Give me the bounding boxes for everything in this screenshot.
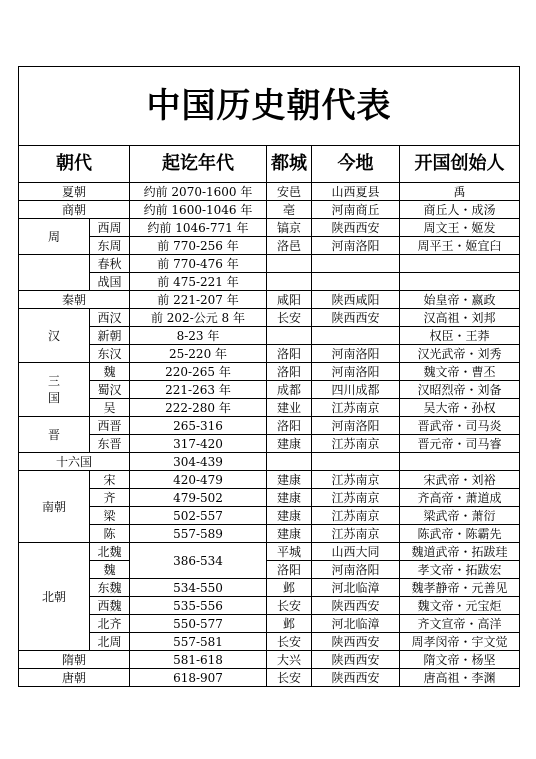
dynasty-name: 东魏 <box>90 579 130 597</box>
table-row <box>19 597 520 615</box>
dynasty-modern-location: 河南洛阳 <box>312 363 400 381</box>
dynasty-name: 北齐 <box>90 615 130 633</box>
dynasty-years: 534-550 <box>130 579 267 597</box>
dynasty-years: 420-479 <box>130 471 267 489</box>
table-row <box>19 579 520 597</box>
table-row <box>19 381 520 399</box>
dynasty-table <box>18 66 520 687</box>
dynasty-founder: 禹 <box>400 183 520 201</box>
dynasty-modern-location: 河南洛阳 <box>312 417 400 435</box>
dynasty-capital: 建康 <box>267 489 312 507</box>
dynasty-years: 550-577 <box>130 615 267 633</box>
empty-cell <box>19 255 90 291</box>
dynasty-founder: 商丘人・成汤 <box>400 201 520 219</box>
dynasty-years: 557-581 <box>130 633 267 651</box>
dynasty-capital: 建康 <box>267 471 312 489</box>
dynasty-years: 479-502 <box>130 489 267 507</box>
dynasty-founder: 魏道武帝・拓跋珪 <box>400 543 520 561</box>
dynasty-name: 魏 <box>90 561 130 579</box>
table-row <box>19 669 520 687</box>
dynasty-capital: 长安 <box>267 669 312 687</box>
dynasty-name: 齐 <box>90 489 130 507</box>
dynasty-founder: 汉光武帝・刘秀 <box>400 345 520 363</box>
dynasty-name: 西汉 <box>90 309 130 327</box>
dynasty-name: 蜀汉 <box>90 381 130 399</box>
table-row <box>19 363 520 381</box>
dynasty-years: 前 475-221 年 <box>130 273 267 291</box>
table-row <box>19 615 520 633</box>
empty-cell <box>267 273 312 291</box>
dynasty-years: 前 202-公元 8 年 <box>130 309 267 327</box>
dynasty-years: 618-907 <box>130 669 267 687</box>
dynasty-name: 东晋 <box>90 435 130 453</box>
dynasty-years: 557-589 <box>130 525 267 543</box>
dynasty-founder: 汉昭烈帝・刘备 <box>400 381 520 399</box>
dynasty-years: 221-263 年 <box>130 381 267 399</box>
dynasty-modern-location: 陕西西安 <box>312 633 400 651</box>
table-row <box>19 255 520 273</box>
dynasty-years: 317-420 <box>130 435 267 453</box>
dynasty-name: 北周 <box>90 633 130 651</box>
dynasty-years: 502-557 <box>130 507 267 525</box>
dynasty-name: 西魏 <box>90 597 130 615</box>
table-row <box>19 489 520 507</box>
dynasty-years: 535-556 <box>130 597 267 615</box>
dynasty-capital: 邺 <box>267 615 312 633</box>
dynasty-modern-location: 河南洛阳 <box>312 237 400 255</box>
dynasty-capital: 成都 <box>267 381 312 399</box>
dynasty-modern-location: 江苏南京 <box>312 489 400 507</box>
empty-cell <box>400 273 520 291</box>
table-row <box>19 453 520 471</box>
dynasty-years: 222-280 年 <box>130 399 267 417</box>
dynasty-founder: 梁武帝・萧衍 <box>400 507 520 525</box>
table-row <box>19 237 520 255</box>
dynasty-modern-location: 河南洛阳 <box>312 345 400 363</box>
dynasty-years: 约前 2070-1600 年 <box>130 183 267 201</box>
dynasty-modern-location: 江苏南京 <box>312 525 400 543</box>
empty-cell <box>400 255 520 273</box>
dynasty-modern-location: 河南商丘 <box>312 201 400 219</box>
table-row <box>19 471 520 489</box>
table-row <box>19 507 520 525</box>
group-jin: 晋 <box>19 417 90 453</box>
table-row <box>19 525 520 543</box>
dynasty-founder: 魏文帝・曹丕 <box>400 363 520 381</box>
empty-cell <box>400 453 520 471</box>
table-row <box>19 435 520 453</box>
table-row <box>19 561 520 579</box>
dynasty-years: 前 770-256 年 <box>130 237 267 255</box>
empty-cell <box>312 327 400 345</box>
dynasty-founder: 宋武帝・刘裕 <box>400 471 520 489</box>
group-han: 汉 <box>19 309 90 363</box>
header-dynasty: 朝代 <box>19 146 130 183</box>
table-row <box>19 345 520 363</box>
dynasty-capital: 洛阳 <box>267 417 312 435</box>
dynasty-name: 夏朝 <box>19 183 130 201</box>
dynasty-capital: 镐京 <box>267 219 312 237</box>
dynasty-modern-location: 江苏南京 <box>312 435 400 453</box>
table-row <box>19 309 520 327</box>
dynasty-years: 220-265 年 <box>130 363 267 381</box>
dynasty-capital: 洛阳 <box>267 561 312 579</box>
dynasty-name: 十六国 <box>19 453 130 471</box>
dynasty-modern-location: 河南洛阳 <box>312 561 400 579</box>
dynasty-years: 25-220 年 <box>130 345 267 363</box>
dynasty-modern-location: 河北临漳 <box>312 579 400 597</box>
dynasty-name: 东周 <box>90 237 130 255</box>
group-sanguo <box>19 363 90 417</box>
dynasty-name: 宋 <box>90 471 130 489</box>
empty-cell <box>312 273 400 291</box>
dynasty-name: 商朝 <box>19 201 130 219</box>
empty-cell <box>267 327 312 345</box>
empty-cell <box>267 255 312 273</box>
dynasty-years: 前 770-476 年 <box>130 255 267 273</box>
dynasty-modern-location: 陕西咸阳 <box>312 291 400 309</box>
dynasty-modern-location: 陕西西安 <box>312 669 400 687</box>
table-row <box>19 399 520 417</box>
table-row <box>19 633 520 651</box>
dynasty-modern-location: 河北临漳 <box>312 615 400 633</box>
dynasty-name: 隋朝 <box>19 651 130 669</box>
dynasty-capital: 邺 <box>267 579 312 597</box>
table-row <box>19 219 520 237</box>
dynasty-modern-location: 山西大同 <box>312 543 400 561</box>
dynasty-founder: 周孝闵帝・宇文觉 <box>400 633 520 651</box>
empty-cell <box>267 453 312 471</box>
dynasty-modern-location: 江苏南京 <box>312 399 400 417</box>
dynasty-name: 西周 <box>90 219 130 237</box>
dynasty-modern-location: 山西夏县 <box>312 183 400 201</box>
dynasty-founder: 孝文帝・拓跋宏 <box>400 561 520 579</box>
dynasty-founder: 汉高祖・刘邦 <box>400 309 520 327</box>
dynasty-name: 梁 <box>90 507 130 525</box>
header-years: 起讫年代 <box>130 146 267 183</box>
dynasty-name: 春秋 <box>90 255 130 273</box>
dynasty-years: 约前 1046-771 年 <box>130 219 267 237</box>
dynasty-founder: 周文王・姬发 <box>400 219 520 237</box>
dynasty-years: 304-439 <box>130 453 267 471</box>
dynasty-modern-location: 江苏南京 <box>312 471 400 489</box>
dynasty-years: 8-23 年 <box>130 327 267 345</box>
dynasty-modern-location: 陕西西安 <box>312 597 400 615</box>
dynasty-founder: 唐高祖・李渊 <box>400 669 520 687</box>
empty-cell <box>312 453 400 471</box>
dynasty-founder: 权臣・王莽 <box>400 327 520 345</box>
dynasty-modern-location: 陕西西安 <box>312 651 400 669</box>
table-row <box>19 543 520 561</box>
dynasty-capital: 长安 <box>267 597 312 615</box>
dynasty-modern-location: 江苏南京 <box>312 507 400 525</box>
dynasty-capital: 洛阳 <box>267 363 312 381</box>
table-row <box>19 291 520 309</box>
dynasty-founder: 魏孝静帝・元善见 <box>400 579 520 597</box>
dynasty-years: 581-618 <box>130 651 267 669</box>
dynasty-founder: 晋元帝・司马睿 <box>400 435 520 453</box>
group-sanguo-char-2: 国 <box>47 390 60 405</box>
header-capital: 都城 <box>267 146 312 183</box>
dynasty-founder: 周平王・姬宜臼 <box>400 237 520 255</box>
dynasty-capital: 建康 <box>267 525 312 543</box>
dynasty-name: 魏 <box>90 363 130 381</box>
dynasty-name: 唐朝 <box>19 669 130 687</box>
table-row <box>19 201 520 219</box>
header-founder: 开国创始人 <box>400 146 520 183</box>
dynasty-founder: 隋文帝・杨坚 <box>400 651 520 669</box>
dynasty-capital: 亳 <box>267 201 312 219</box>
group-sanguo-char-1: 三 <box>47 373 60 388</box>
dynasty-name: 秦朝 <box>19 291 130 309</box>
dynasty-years: 386-534 <box>130 543 267 579</box>
table-row <box>19 651 520 669</box>
dynasty-capital: 洛邑 <box>267 237 312 255</box>
table-row <box>19 327 520 345</box>
dynasty-founder: 齐高帝・萧道成 <box>400 489 520 507</box>
dynasty-years: 约前 1600-1046 年 <box>130 201 267 219</box>
dynasty-name: 东汉 <box>90 345 130 363</box>
empty-cell <box>312 255 400 273</box>
dynasty-years: 265-316 <box>130 417 267 435</box>
dynasty-capital: 安邑 <box>267 183 312 201</box>
page-title: 中国历史朝代表 <box>19 67 520 146</box>
dynasty-founder: 陈武帝・陈霸先 <box>400 525 520 543</box>
dynasty-founder: 晋武帝・司马炎 <box>400 417 520 435</box>
dynasty-capital: 建康 <box>267 507 312 525</box>
dynasty-name: 吴 <box>90 399 130 417</box>
dynasty-founder: 始皇帝・嬴政 <box>400 291 520 309</box>
table-row <box>19 417 520 435</box>
dynasty-capital: 大兴 <box>267 651 312 669</box>
dynasty-name: 新朝 <box>90 327 130 345</box>
dynasty-name: 西晋 <box>90 417 130 435</box>
dynasty-name: 北魏 <box>90 543 130 561</box>
group-nanchao: 南朝 <box>19 471 90 543</box>
dynasty-years: 前 221-207 年 <box>130 291 267 309</box>
table-row <box>19 273 520 291</box>
dynasty-capital: 建业 <box>267 399 312 417</box>
dynasty-capital: 平城 <box>267 543 312 561</box>
group-zhou: 周 <box>19 219 90 255</box>
dynasty-modern-location: 陕西西安 <box>312 309 400 327</box>
dynasty-capital: 洛阳 <box>267 345 312 363</box>
dynasty-capital: 建康 <box>267 435 312 453</box>
dynasty-capital: 咸阳 <box>267 291 312 309</box>
dynasty-founder: 齐文宣帝・高洋 <box>400 615 520 633</box>
table-row <box>19 183 520 201</box>
dynasty-modern-location: 陕西西安 <box>312 219 400 237</box>
dynasty-capital: 长安 <box>267 633 312 651</box>
dynasty-capital: 长安 <box>267 309 312 327</box>
dynasty-founder: 魏文帝・元宝炬 <box>400 597 520 615</box>
dynasty-name: 战国 <box>90 273 130 291</box>
header-modern-location: 今地 <box>312 146 400 183</box>
dynasty-modern-location: 四川成都 <box>312 381 400 399</box>
dynasty-founder: 吴大帝・孙权 <box>400 399 520 417</box>
group-beichao: 北朝 <box>19 543 90 651</box>
dynasty-name: 陈 <box>90 525 130 543</box>
